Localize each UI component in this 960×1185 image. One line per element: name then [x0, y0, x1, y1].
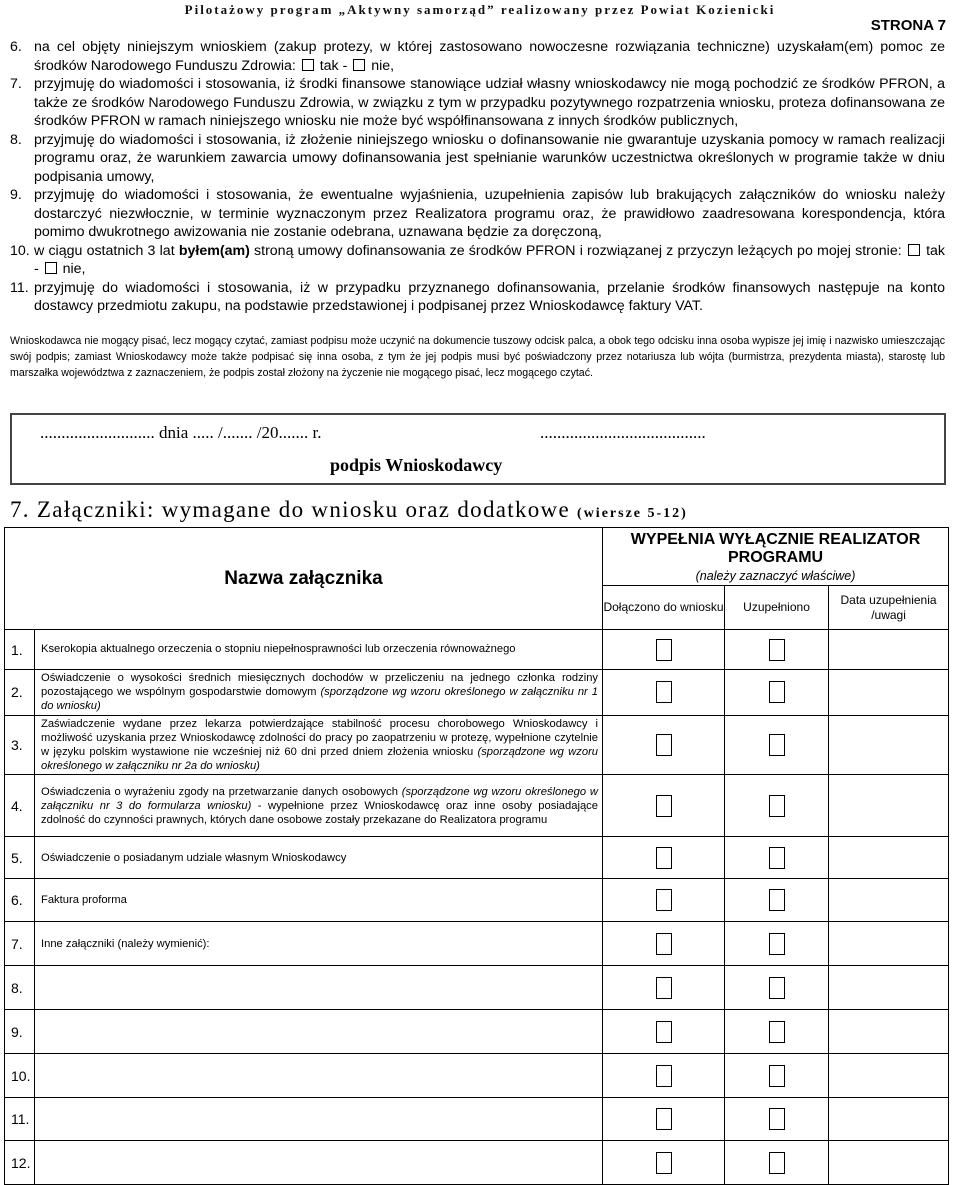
realizator-note: (należy zaznaczyć właściwe) [695, 569, 856, 583]
realizator-header [603, 528, 949, 586]
desc-italic: (sporządzone wg wzoru określonego w załączniku nr 3 do formularza wniosku) [41, 785, 598, 812]
signature-box [10, 413, 946, 485]
option-nie: nie, [367, 57, 395, 74]
date-cell[interactable] [829, 715, 949, 775]
checkbox-tak[interactable] [908, 244, 920, 256]
row-description[interactable] [35, 1054, 603, 1098]
checkbox-attached[interactable] [656, 847, 672, 869]
row-description[interactable] [35, 1098, 603, 1141]
checkbox-completed[interactable] [769, 1065, 785, 1087]
table-row [5, 966, 949, 1010]
item-text: przyjmuję do wiadomości i stosowania, że ewentualne wyjaśnienia, uzupełnienia zapisów lub brakujących załączników do wniosku należy dostarczyć niezwłocznie, w terminie wyznaczonym przez Realizatora programu oraz, że prawidłowo zaadresowana korespondencja, która pomimo dwukrotnego awizowania nie zostanie odebrana, uznawana będzie za doręczoną, [34, 187, 945, 240]
row-description[interactable] [35, 1141, 603, 1185]
checkbox-attached[interactable] [656, 681, 672, 703]
option-tak: tak - [315, 57, 352, 74]
checkbox-completed[interactable] [769, 734, 785, 756]
date-cell[interactable] [829, 837, 949, 879]
checkbox-completed[interactable] [769, 889, 785, 911]
table-row [5, 670, 949, 716]
checkbox-attached[interactable] [656, 1021, 672, 1043]
row-description [35, 715, 603, 775]
row-number: 1. [5, 630, 35, 670]
row-description[interactable] [35, 1010, 603, 1054]
desc-italic: (sporządzone wg wzoru określonego w załączniku nr 2a do wniosku) [41, 746, 599, 773]
checkbox-nie[interactable] [353, 59, 365, 71]
option-nie: nie, [58, 261, 86, 277]
date-cell[interactable] [829, 1010, 949, 1054]
item-number: 10. [10, 242, 30, 259]
checkbox-attached[interactable] [656, 933, 672, 955]
checkbox-completed[interactable] [769, 1152, 785, 1174]
realizator-title: WYPEŁNIA WYŁĄCZNIE REALIZATOR PROGRAMU [630, 531, 921, 566]
desc-text: Zaświadczenie wydane przez lekarza potwierdzające stabilność procesu chorobowego Wnioskodawcy i możliwość uzyskania przez Wnioskodawcę zdolności do pracy po zaopatrzeniu w protezę, wypełnione czytelnie w języku polskim wystawione nie wcześniej niż 60 dni przed dniem złożenia wniosku [41, 717, 599, 759]
col-attached-header: Dołączono do wniosku [603, 586, 725, 630]
table-row [5, 1141, 949, 1185]
table-row [5, 775, 949, 837]
row-description: Inne załączniki (należy wymienić): [35, 922, 603, 966]
checkbox-attached[interactable] [656, 1152, 672, 1174]
row-description[interactable] [35, 966, 603, 1010]
item-text: przyjmuję do wiadomości i stosowania, iż złożenie niniejszego wniosku o dofinansowanie nie gwarantuje uzyskania pomocy w ramach realizacji programu oraz, że warunkiem zawarcia umowy dofinansowania jest spełnianie warunków uczestnictwa określonych w programie także w dniu podpisania umowy, [34, 131, 945, 185]
row-description: Oświadczenie o posiadanym udziale własnym Wnioskodawcy [35, 837, 603, 879]
section-title-text: 7. Załączniki: wymagane do wniosku oraz dodatkowe [10, 497, 570, 522]
checkbox-completed[interactable] [769, 1108, 785, 1130]
date-cell[interactable] [829, 775, 949, 837]
checkbox-attached[interactable] [656, 1108, 672, 1130]
section-subtitle: (wiersze 5-12) [577, 506, 688, 521]
desc-italic: (sporządzone wg wzoru określonego w załączniku nr 1 do wniosku) [41, 686, 599, 713]
date-cell[interactable] [829, 1141, 949, 1185]
checkbox-completed[interactable] [769, 847, 785, 869]
declaration-10 [10, 242, 945, 279]
checkbox-completed[interactable] [769, 681, 785, 703]
attachments-table [4, 527, 949, 1185]
item-number: 6. [10, 39, 22, 55]
item-number: 7. [10, 76, 22, 92]
item-text: przyjmuję do wiadomości i stosowania, iż w przypadku przyznanego dofinansowania, przelanie środków finansowych następuje na konto dostawcy przedmiotu zakupu, na podstawie przedstawionej i podpisanej przez Wnioskodawcę faktury VAT. [34, 279, 945, 314]
item-text: na cel objęty niniejszym wnioskiem (zakup protezy, w której zastosowano nowoczesne rozwiązania techniczne) uzyskałam(em) pomoc ze środków Narodowego Funduszu Zdrowia: [34, 39, 945, 74]
col-completed-header: Uzupełniono [725, 586, 829, 630]
option-tak: tak - [34, 242, 946, 277]
row-description [35, 775, 603, 837]
desc-text: - wypełnione przez Wnioskodawcę oraz inne osoby posiadające zdolność do czynności prawnych, których dane osobowe zostały przekazane do Realizatora programu [41, 799, 598, 827]
checkbox-attached[interactable] [656, 889, 672, 911]
declaration-6 [10, 38, 945, 75]
program-header: Pilotażowy program „Aktywny samorząd” realizowany przez Powiat Kozienicki [184, 2, 776, 17]
date-cell[interactable] [829, 1098, 949, 1141]
date-line[interactable]: ........................... dnia ..... /....... /20....... r. [40, 423, 322, 442]
table-row [5, 715, 949, 775]
checkbox-attached[interactable] [656, 795, 672, 817]
attachment-name-header: Nazwa załącznika [5, 528, 603, 630]
date-cell[interactable] [829, 879, 949, 922]
date-cell[interactable] [829, 670, 949, 716]
desc-text: Oświadczenia o wyrażeniu zgody na przetwarzanie danych osobowych [41, 785, 402, 798]
row-number: 10. [5, 1054, 35, 1098]
row-number: 12. [5, 1141, 35, 1185]
section-title [10, 497, 688, 523]
row-number: 8. [5, 966, 35, 1010]
signature-note: Wnioskodawca nie mogący pisać, lecz mogący czytać, zamiast podpisu może uczynić na dokumencie tuszowy odcisk palca, a obok tego odcisku inna osoba wypisze jej imię i nazwisko umieszczając swój podpis; zamiast Wnioskodawcy może także podpisać się inna osoba, z tym że jej podpis musi być poświadczony przez notariusza lub wójta (burmistrza, prezydenta miasta), starostę lub marszałka województwa z zaznaczeniem, że podpis został złożony na życzenie nie mogącego pisać, lecz mogącego czytać. [10, 335, 945, 379]
declaration-7 [10, 75, 945, 131]
table-row [5, 922, 949, 966]
signature-line[interactable]: ....................................... [540, 423, 706, 442]
declaration-8 [10, 131, 945, 187]
checkbox-tak[interactable] [302, 59, 314, 71]
checkbox-attached[interactable] [656, 639, 672, 661]
item-text: w ciągu ostatnich 3 lat [34, 242, 179, 259]
declaration-11 [10, 279, 945, 316]
item-text-bold: byłem(am) [178, 242, 250, 259]
row-number: 2. [5, 670, 35, 716]
table-row [5, 1010, 949, 1054]
row-description: Kserokopia aktualnego orzeczenia o stopniu niepełnosprawności lub orzeczenia równoważnego [35, 630, 603, 670]
date-cell[interactable] [829, 630, 949, 670]
row-number: 6. [5, 879, 35, 922]
checkbox-completed[interactable] [769, 639, 785, 661]
item-number: 8. [10, 131, 22, 148]
date-cell[interactable] [829, 966, 949, 1010]
item-text: stroną umowy dofinansowania ze środków PFRON i rozwiązanej z przyczyn leżących po mojej stronie: [249, 242, 906, 259]
checkbox-attached[interactable] [656, 1065, 672, 1087]
row-number: 7. [5, 922, 35, 966]
row-number: 11. [5, 1098, 35, 1141]
item-number: 11. [10, 279, 29, 296]
page-number: STRONA 7 [870, 17, 946, 34]
date-cell[interactable] [829, 922, 949, 966]
row-number: 3. [5, 715, 35, 775]
col-date-header: Data uzupełnienia /uwagi [829, 586, 949, 630]
checkbox-completed[interactable] [769, 977, 785, 999]
checkbox-completed[interactable] [769, 1021, 785, 1043]
row-description: Faktura proforma [35, 879, 603, 922]
declarations-list [10, 38, 945, 316]
desc-text: Oświadczenie o wysokości średnich miesięcznych dochodów w przeliczeniu na jednego członka rodziny pozostającego we wspólnym gospodarstwie domowym [41, 672, 599, 699]
table-row [5, 837, 949, 879]
checkbox-completed[interactable] [769, 795, 785, 817]
declaration-9 [10, 186, 945, 242]
table-row [5, 1098, 949, 1141]
checkbox-completed[interactable] [769, 933, 785, 955]
checkbox-attached[interactable] [656, 977, 672, 999]
checkbox-attached[interactable] [656, 734, 672, 756]
row-number: 4. [5, 775, 35, 837]
item-text: przyjmuję do wiadomości i stosowania, iż środki finansowe stanowiące udział własny wnioskodawcy nie mogą pochodzić ze środków PFRON, a także ze środków Narodowego Funduszu Zdrowia, w związku z tym w przypadku pozytywnego rozpatrzenia wniosku, proteza dofinansowana ze środków PFRON w ramach niniejszego wniosku nie może być współfinansowana z innych środków publicznych, [34, 76, 945, 129]
table-row [5, 1054, 949, 1098]
date-cell[interactable] [829, 1054, 949, 1098]
row-number: 5. [5, 837, 35, 879]
row-number: 9. [5, 1010, 35, 1054]
item-number: 9. [10, 187, 22, 203]
row-description [35, 670, 603, 716]
checkbox-nie[interactable] [45, 262, 57, 274]
signature-caption: podpis Wnioskodawcy [330, 455, 503, 475]
table-row [5, 879, 949, 922]
table-row [5, 630, 949, 670]
